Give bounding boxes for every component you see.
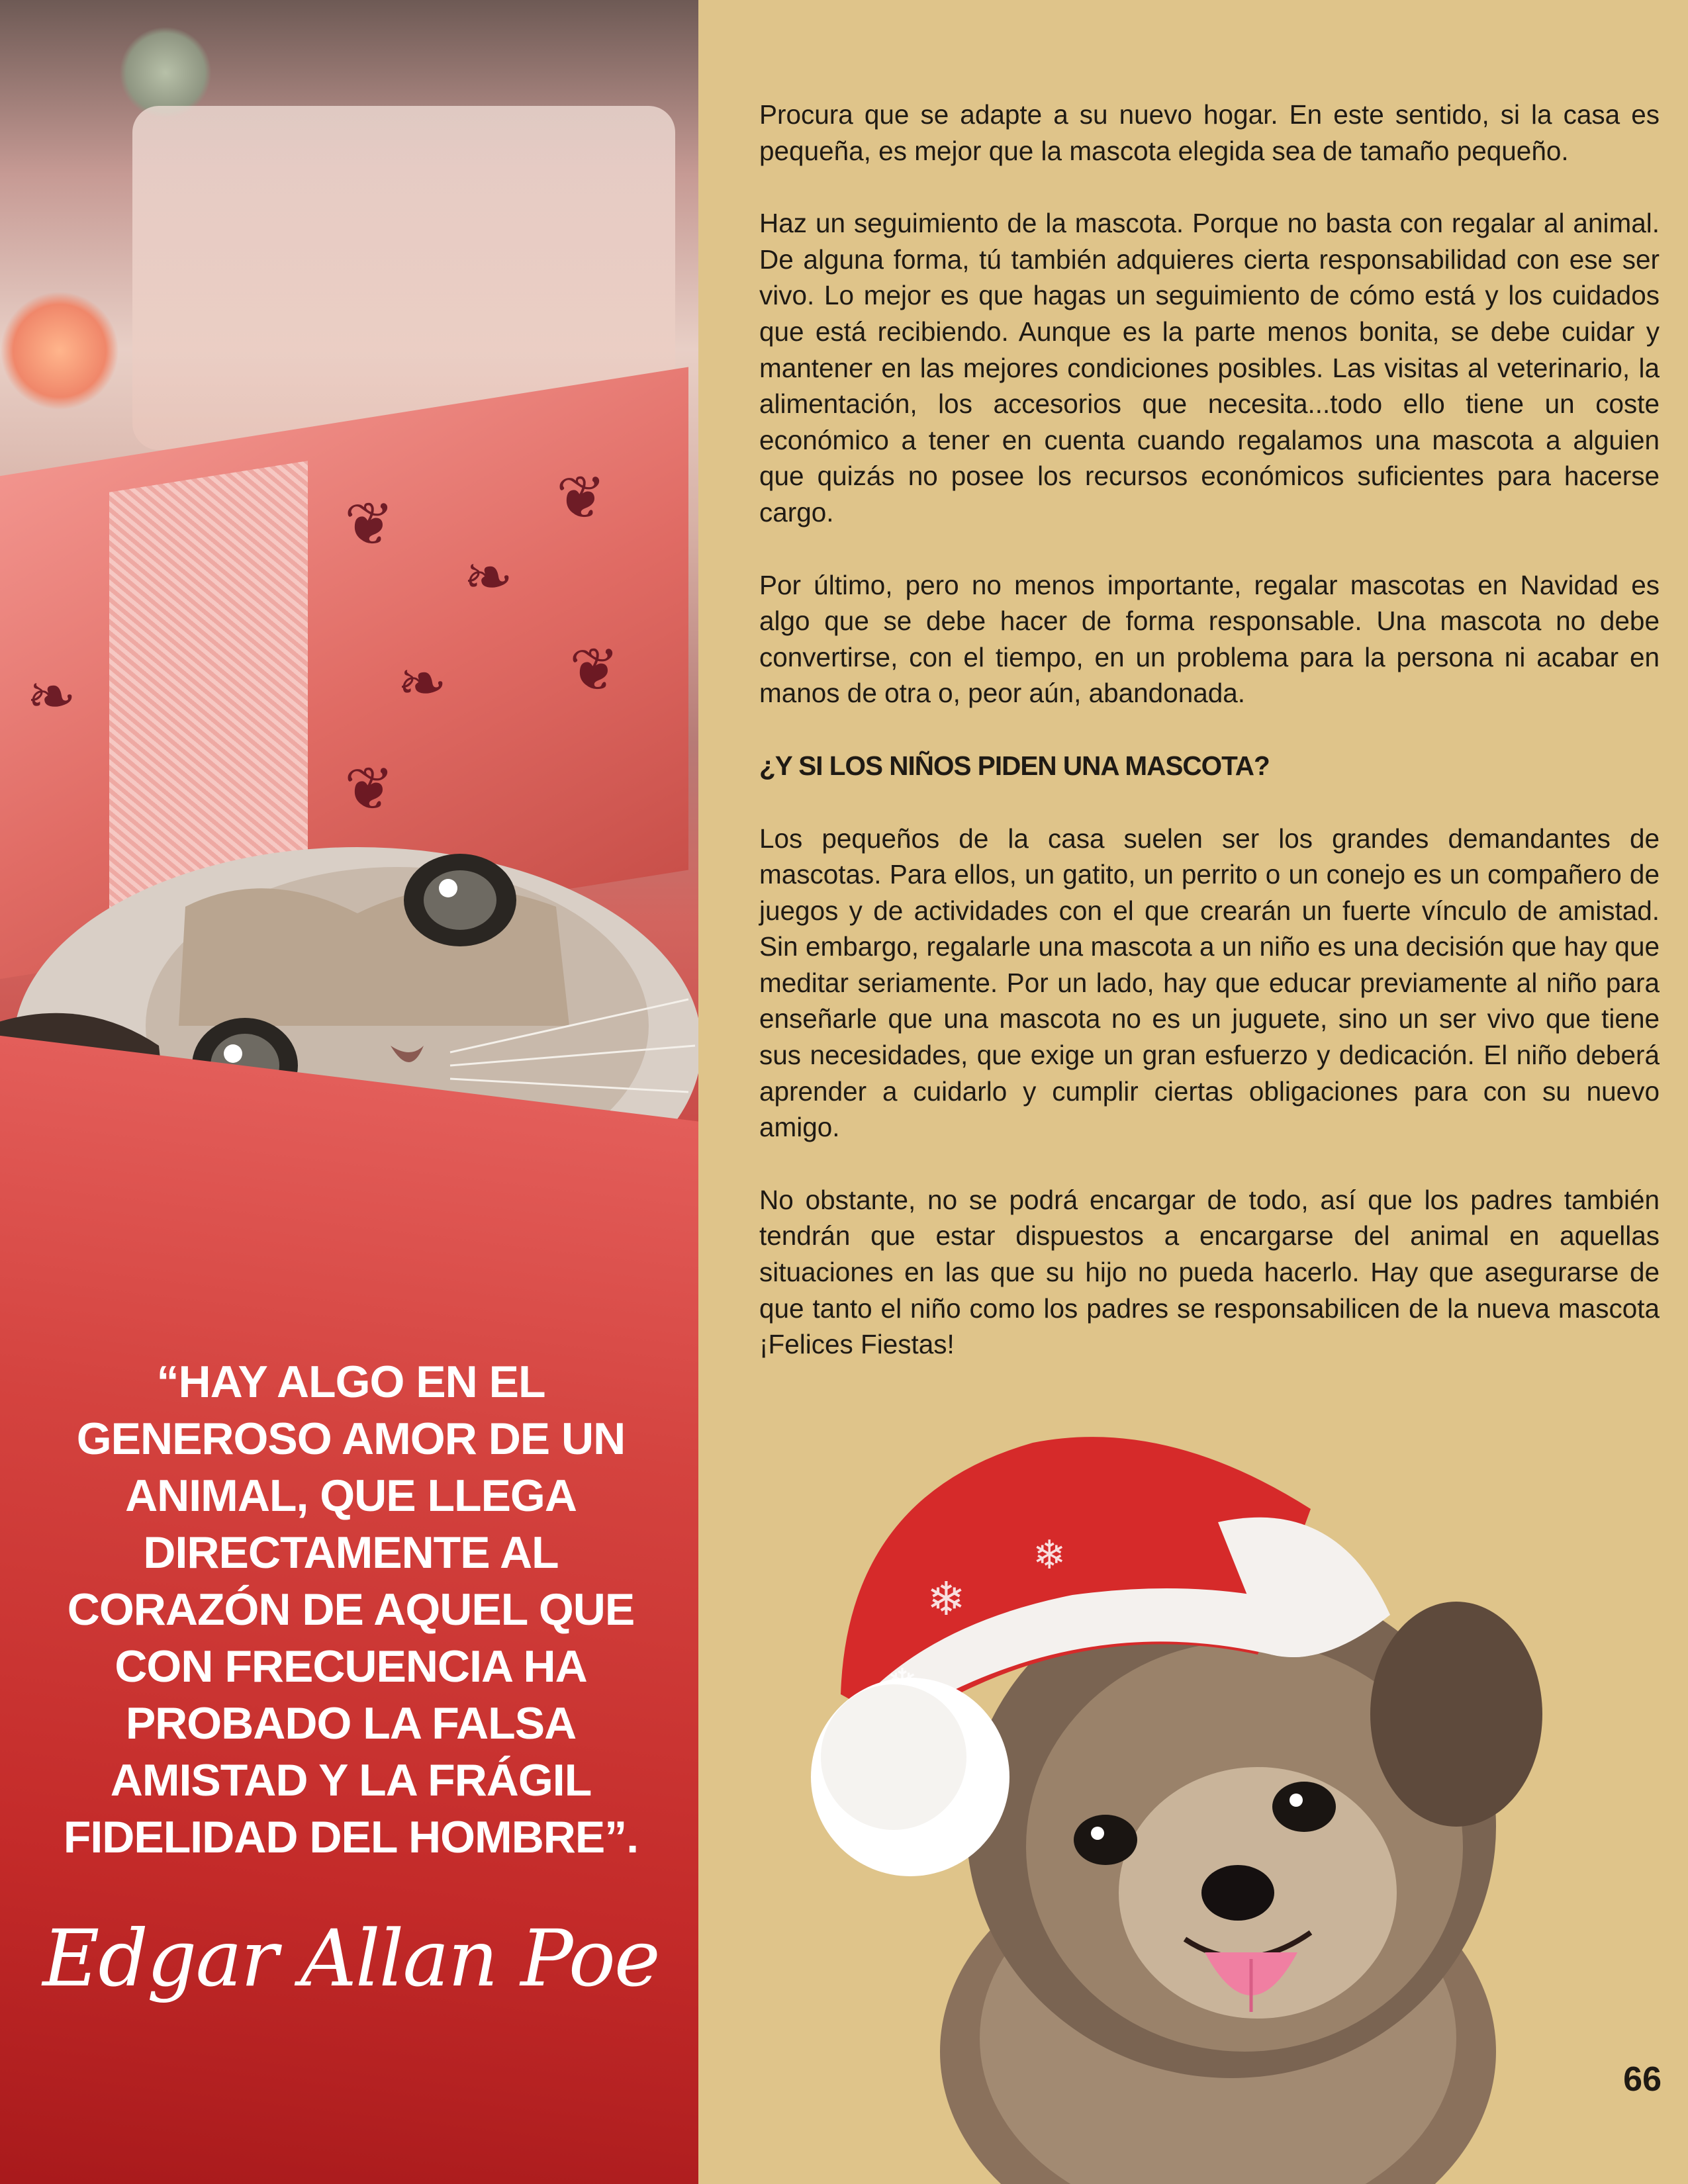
article-paragraph: Por último, pero no menos importante, regalar mascotas en Navidad es algo que se debe hacer de forma responsable. Una mascota no debe convertirse, con el tiempo, en un problema para la persona ni acabar en manos de otra o, peor aún, abandonada. <box>759 569 1660 709</box>
page-number: 66 <box>1623 2060 1662 2099</box>
swirl-pattern: ❦ <box>569 635 620 705</box>
article-body <box>759 97 1660 1399</box>
pull-quote: “HAY ALGO EN EL GENEROSO AMOR DE UN ANIMAL, QUE LLEGA DIRECTAMENTE AL CORAZÓN DE AQUEL QUE CON FRECUENCIA HA PROBADO LA FALSA AMISTAD Y LA FRÁGIL FIDELIDAD DEL HOMBRE”. <box>63 1357 639 1862</box>
quote-author-signature: Edgar Allan Poe <box>42 1913 659 2004</box>
swirl-pattern: ❧ <box>26 662 77 731</box>
svg-text:❄: ❄ <box>1033 1532 1066 1578</box>
swirl-pattern: ❦ <box>556 463 606 533</box>
dog-santa-hat-photo <box>794 1416 1575 2184</box>
kitten-gift-photo <box>0 0 698 2184</box>
article-paragraph: No obstante, no se podrá encargar de todo, así que los padres también tendrán que estar dispuestos a encargarse del animal en aquellas situaciones en las que su hijo no pueda hacerlo. Hay que asegurarse de que tanto el niño como los padres se responsabilicen de la nueva mascota ¡Felices Fiestas! <box>759 1184 1660 1360</box>
article-paragraph: Haz un seguimiento de la mascota. Porque no basta con regalar al animal. De alguna forma, tú también adquieres cierta responsabilidad con ese ser vivo. Lo mejor es que hagas un seguimiento de cómo está y los cuidados que está recibiendo. Aunque es la parte menos bonita, se debe cuidar y mantener en las mejores condiciones posibles. Las visitas al veterinario, la alimentación, los accesorios que necesita...todo ello tiene un coste económico a tener en cuenta cuando regalamos una mascota a alguien que quizás no posee los recursos económicos suficientes para hacerse cargo. <box>759 208 1660 527</box>
bokeh-light <box>0 291 119 410</box>
swirl-pattern: ❦ <box>344 754 395 824</box>
article-paragraph: Procura que se adapte a su nuevo hogar. En este sentido, si la casa es pequeña, es mejor que la mascota elegida sea de tamaño pequeño. <box>759 99 1660 166</box>
article-paragraph: Los pequeños de la casa suelen ser los grandes demandantes de mascotas. Para ellos, un gatito, un perrito o un conejo es un compañero de juegos y de actividades con el que crearán un fuerte vínculo de amistad. Sin embargo, regalarle una mascota a un niño es una decisión que hay que meditar seriamente. Por un lado, hay que educar previamente al niño para enseñarle que una mascota no es un juguete, sino un ser vivo que tiene sus necesidades, que exige un gran esfuerzo y dedicación. El niño deberá aprender a cuidarlo y cumplir ciertas obligaciones para con su nuevo amigo. <box>759 823 1660 1143</box>
swirl-pattern: ❧ <box>397 649 447 718</box>
section-heading: ¿Y SI LOS NIÑOS PIDEN UNA MASCOTA? <box>759 750 1270 781</box>
bokeh-light <box>119 26 212 119</box>
swirl-pattern: ❧ <box>463 543 514 612</box>
swirl-pattern: ❦ <box>344 490 395 559</box>
svg-text:❄: ❄ <box>927 1572 966 1626</box>
